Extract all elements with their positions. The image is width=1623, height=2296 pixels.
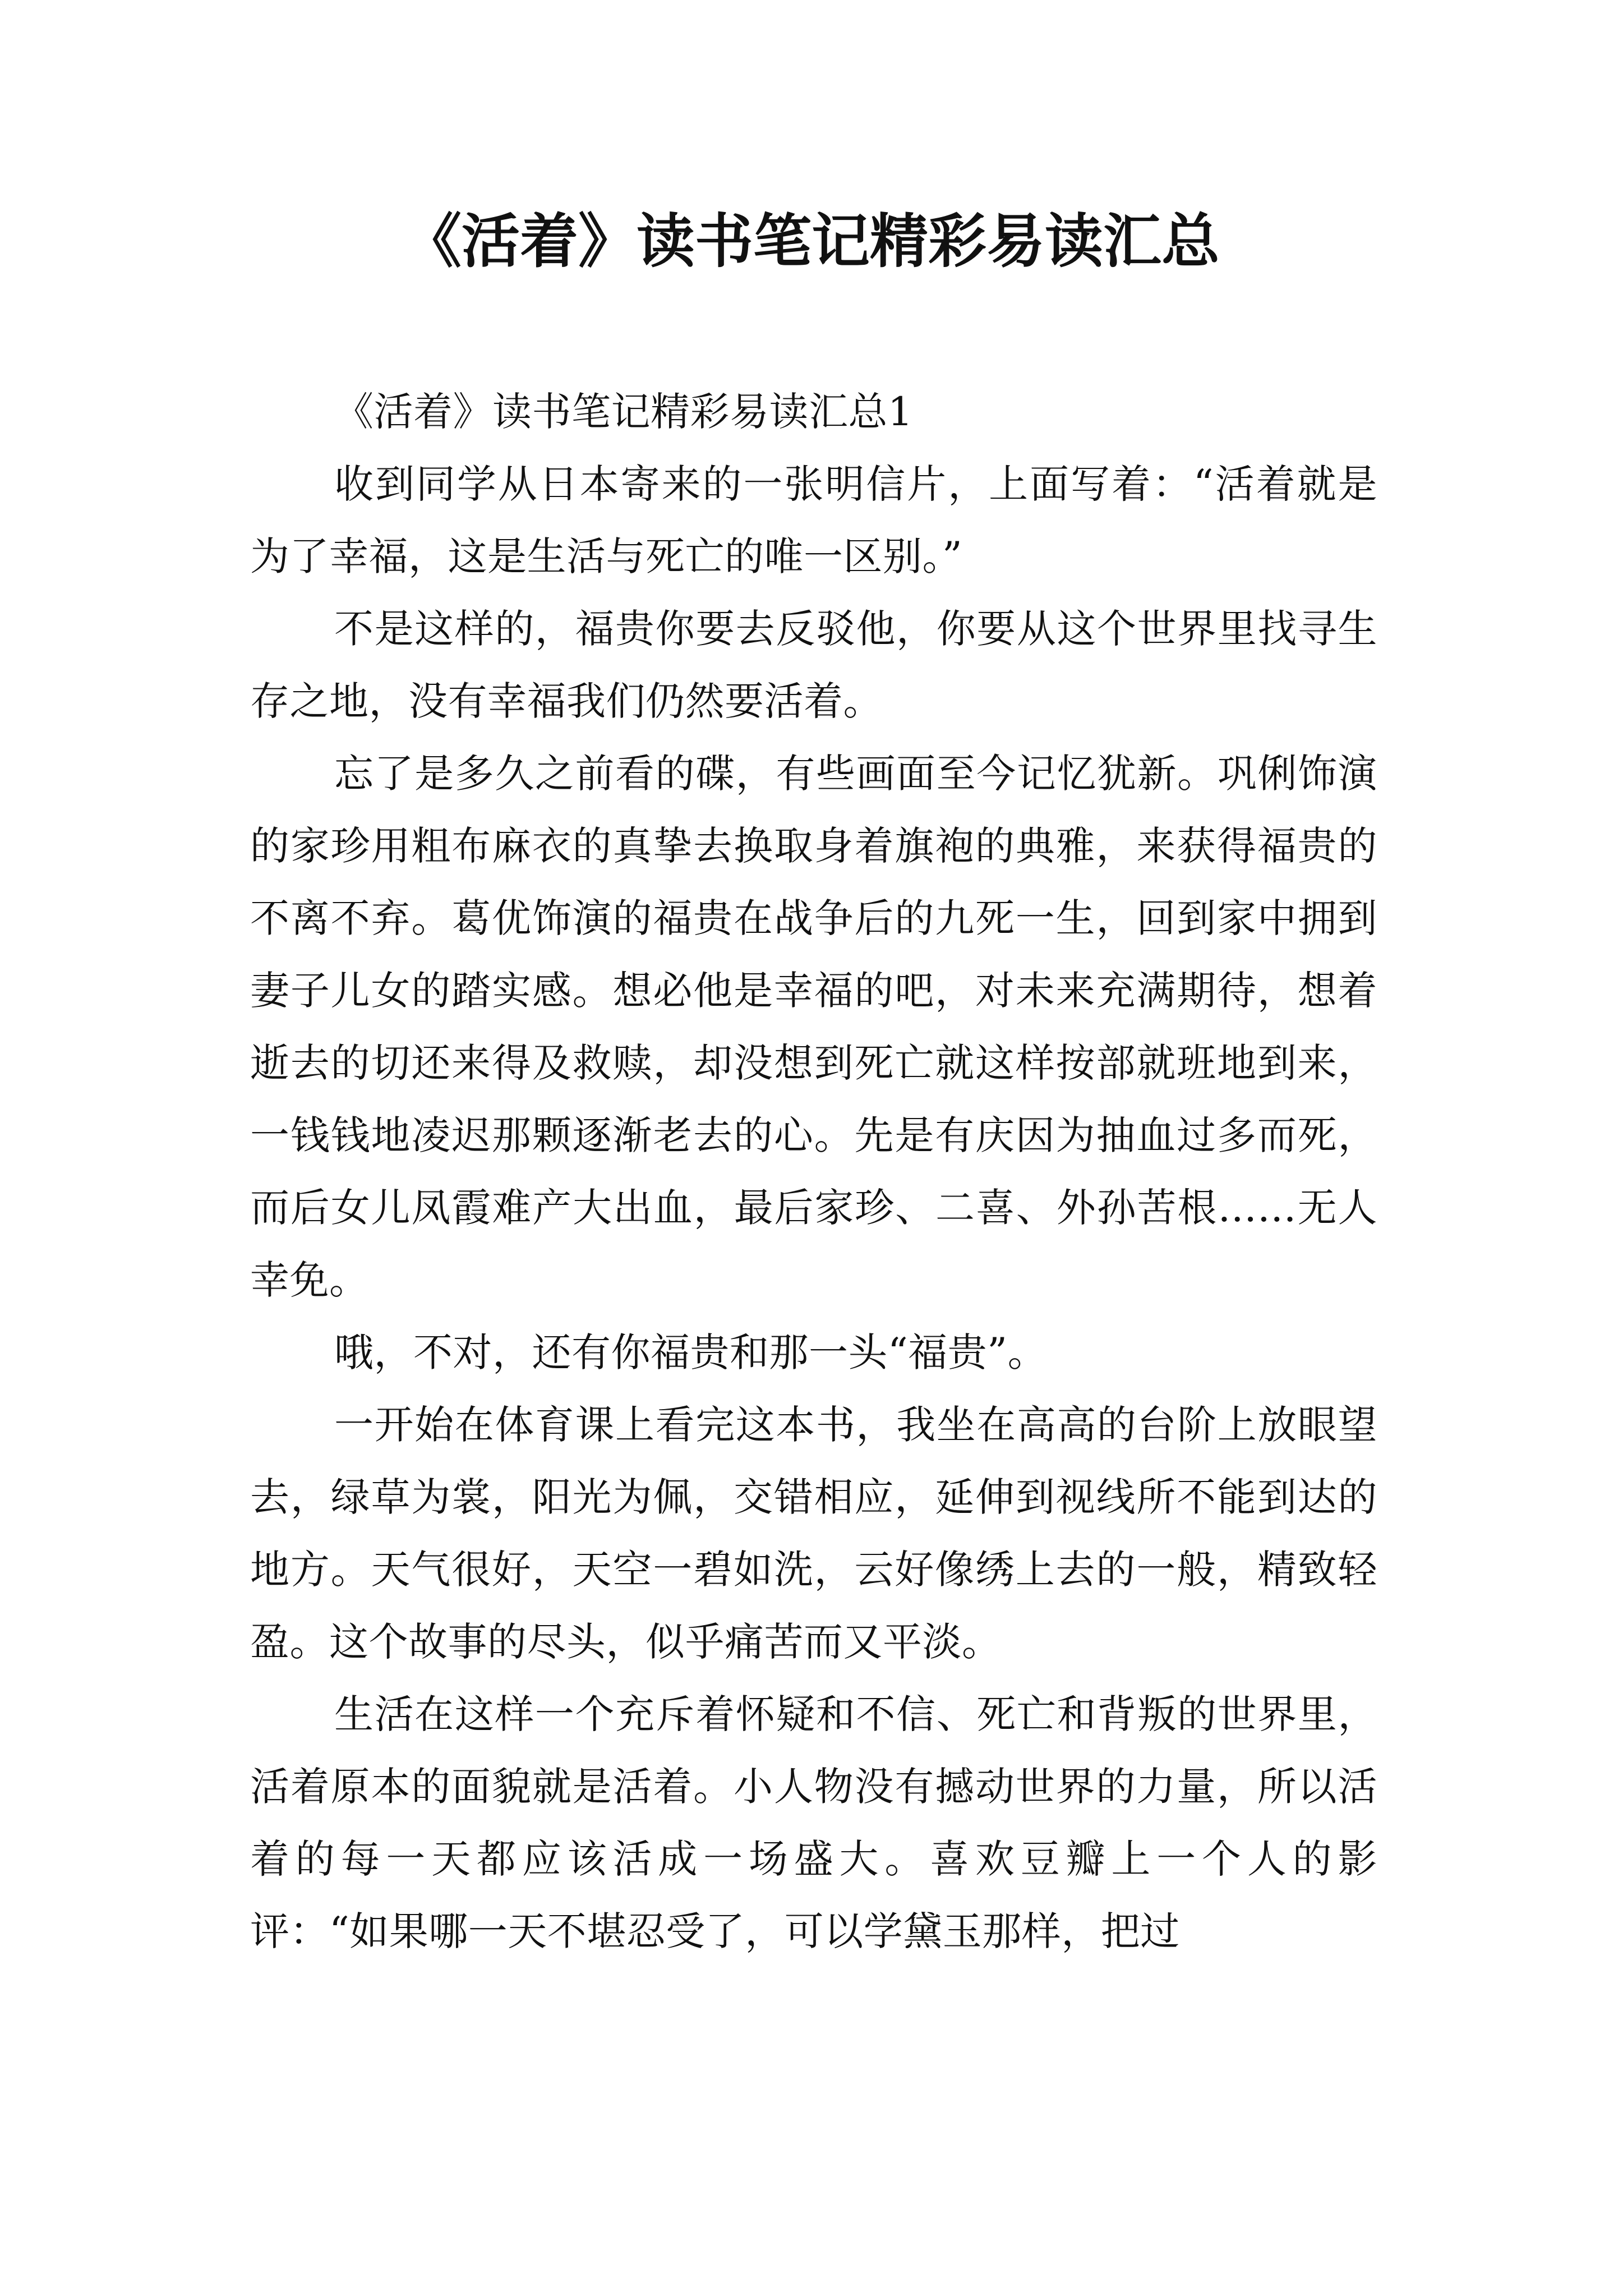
- document-title: 《活着》读书笔记精彩易读汇总: [403, 206, 1220, 275]
- paragraph: 一开始在体育课上看完这本书，我坐在高高的台阶上放眼望去，绿草为裳，阳光为佩，交错相应，延伸到视线所不能到达的地方。天气很好，天空一碧如洗，云好像绣上去的一般，精致轻盈。这个故事的尽头，似乎痛苦而又平淡。: [250, 1402, 1377, 1665]
- paragraph: 忘了是多久之前看的碟，有些画面至今记忆犹新。巩俐饰演的家珍用粗布麻衣的真挚去换取身着旗袍的典雅，来获得福贵的不离不弃。葛优饰演的福贵在战争后的九死一生，回到家中拥到妻子儿女的踏实感。想必他是幸福的吧，对未来充满期待，想着逝去的切还来得及救赎，却没想到死亡就这样按部就班地到来，一钱钱地凌迟那颗逐渐老去的心。先是有庆因为抽血过多而死，而后女儿凤霞难产大出血，最后家珍、二喜、外孙苦根……无人幸免。: [250, 751, 1377, 1303]
- section-heading: 《活着》读书笔记精彩易读汇总1: [334, 389, 914, 435]
- paragraph: 生活在这样一个充斥着怀疑和不信、死亡和背叛的世界里，活着原本的面貌就是活着。小人物没有撼动世界的力量，所以活着的每一天都应该活成一场盛大。喜欢豆瓣上一个人的影评：“如果哪一天不堪忍受了，可以学黛玉那样，把过: [250, 1691, 1377, 1954]
- paragraph: 不是这样的，福贵你要去反驳他，你要从这个世界里找寻生存之地，没有幸福我们仍然要活着。: [250, 606, 1377, 724]
- paragraph: 收到同学从日本寄来的一张明信片，上面写着：“活着就是为了幸福，这是生活与死亡的唯一区别。”: [250, 461, 1377, 579]
- document-body: [250, 376, 1377, 1968]
- paragraph: 哦，不对，还有你福贵和那一头“福贵”。: [334, 1329, 1048, 1375]
